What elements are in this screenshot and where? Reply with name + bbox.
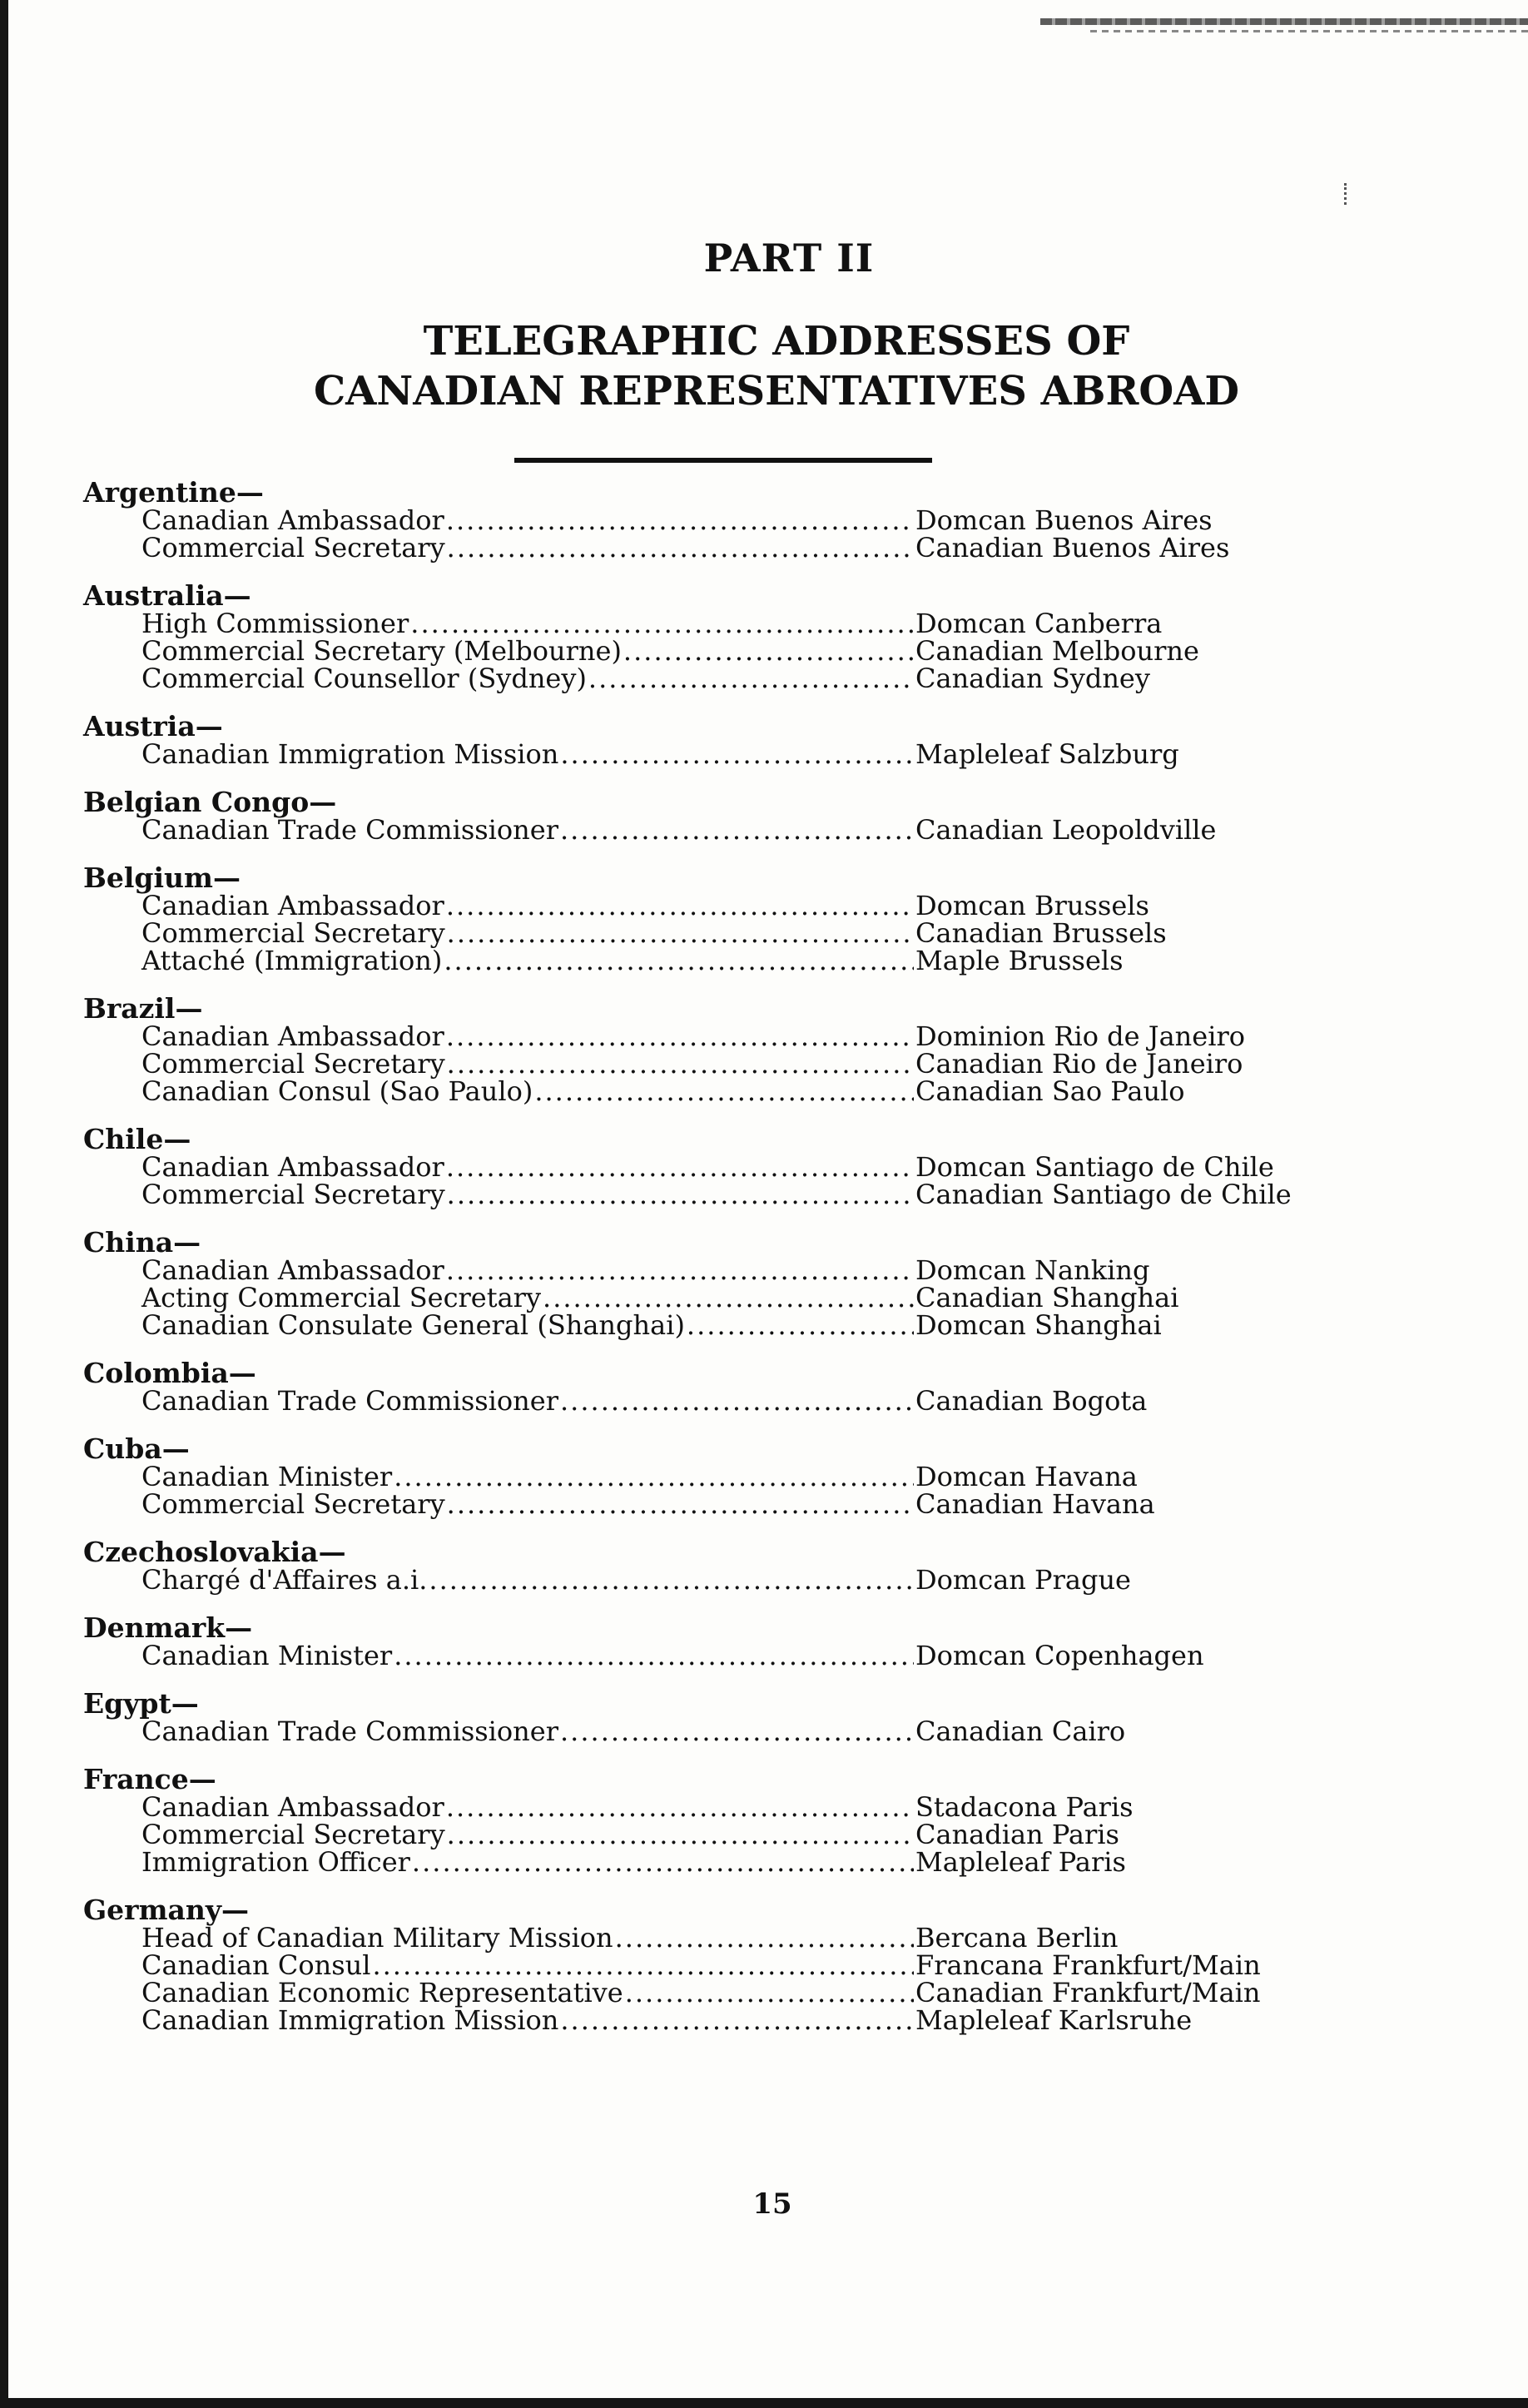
country-name: Belgium— [83,861,241,894]
address-row [83,1488,1307,1520]
address-row [83,1924,1307,1952]
representative-role: Canadian Consulate General (Shanghai) [141,1309,685,1341]
dot-leader [446,892,914,920]
telegraphic-address: Domcan Nanking [915,1254,1150,1286]
dot-leader [446,1154,914,1181]
address-row [83,1463,1307,1491]
country-block [83,1611,1307,1671]
address-list [83,476,1307,2054]
dot-leader [394,1463,914,1491]
address-row [83,1385,1307,1417]
representative-role: Commercial Secretary (Melbourne) [141,635,622,667]
address-row [83,738,1307,770]
telegraphic-address: Bercana Berlin [915,1922,1119,1954]
representative-role: Canadian Trade Commissioner [141,814,558,846]
address-row [83,1846,1307,1878]
dot-leader [623,638,914,665]
address-row [83,1254,1307,1286]
representative-role: Canadian Ambassador [141,1254,444,1286]
dot-leader [560,2007,914,2034]
margin-mark [1344,183,1350,205]
representative-role: Canadian Consul (Sao Paulo) [141,1075,533,1107]
dot-leader [410,610,914,638]
country-name: Germany— [83,1894,250,1926]
country-block [83,712,1307,768]
address-row [83,1020,1307,1052]
telegraphic-address: Domcan Canberra [915,608,1163,639]
country-block [83,992,1307,1107]
dot-leader [444,947,914,975]
telegraphic-address: Canadian Paris [915,1819,1119,1850]
representative-role: Canadian Trade Commissioner [141,1385,558,1417]
dot-leader [446,507,914,534]
representative-role: Commercial Secretary [141,1488,445,1520]
dot-leader [615,1924,914,1952]
telegraphic-address: Dominion Rio de Janeiro [915,1020,1245,1052]
telegraphic-address: Domcan Copenhagen [915,1640,1204,1671]
dot-leader [560,1718,914,1745]
dot-leader [446,1023,914,1050]
dot-leader [447,1181,914,1209]
dot-leader [588,665,914,693]
dot-leader [543,1284,914,1312]
address-row [83,1181,1307,1209]
dot-leader [394,1642,914,1670]
country-block [83,579,1307,694]
country-block [83,861,1307,976]
representative-role: Commercial Secretary [141,1179,445,1210]
country-block [83,1432,1307,1520]
representative-role: Canadian Minister [141,1640,393,1671]
country-name: Czechoslovakia— [83,1536,346,1568]
telegraphic-address: Canadian Sao Paulo [915,1075,1185,1107]
country-name: Denmark— [83,1611,253,1644]
dot-leader [534,1078,914,1105]
telegraphic-address: Canadian Leopoldville [915,814,1217,846]
telegraphic-address: Domcan Buenos Aires [915,504,1213,536]
representative-role: Canadian Minister [141,1461,393,1492]
address-row [83,947,1307,975]
top-edge-rule-secondary [1090,30,1528,32]
address-row [83,1821,1307,1849]
title-line-2: CANADIAN REPRESENTATIVES ABROAD [313,368,1240,415]
address-row [83,892,1307,920]
country-name: Australia— [83,579,251,612]
telegraphic-address: Domcan Prague [915,1564,1131,1596]
dot-leader [372,1952,914,1979]
address-row [83,1050,1307,1078]
dot-leader [429,1566,914,1594]
telegraphic-address: Maple Brussels [915,945,1124,976]
telegraphic-address: Canadian Melbourne [915,635,1199,667]
country-name: Cuba— [83,1432,190,1465]
page-number: 15 [752,2187,792,2221]
telegraphic-address: Mapleleaf Karlsruhe [915,2004,1193,2036]
country-name: France— [83,1763,216,1795]
telegraphic-address: Canadian Rio de Janeiro [915,1048,1243,1080]
representative-role: Canadian Immigration Mission [141,2004,559,2036]
part-heading: PART II [703,236,875,281]
telegraphic-address: Canadian Brussels [915,917,1167,949]
representative-role: High Commissioner [141,608,409,639]
address-row [83,635,1307,667]
address-row [83,814,1307,846]
telegraphic-address: Canadian Sydney [915,663,1150,694]
country-block [83,1226,1307,1341]
address-row [83,1949,1307,1981]
telegraphic-address: Canadian Cairo [915,1715,1126,1747]
country-name: Belgian Congo— [83,786,337,818]
address-row [83,665,1307,693]
representative-role: Canadian Ambassador [141,1791,444,1823]
dot-leader [447,1491,914,1518]
address-row [83,1791,1307,1823]
country-block [83,1538,1307,1594]
country-block [83,788,1307,844]
representative-role: Canadian Ambassador [141,1020,444,1052]
representative-role: Chargé d'Affaires a.i. [141,1564,428,1596]
dot-leader [687,1312,914,1339]
telegraphic-address: Stadacona Paris [915,1791,1134,1823]
address-row [83,1309,1307,1341]
representative-role: Immigration Officer [141,1846,410,1878]
representative-role: Canadian Ambassador [141,504,444,536]
dot-leader [560,1388,914,1415]
dot-leader [447,534,914,562]
title-line-1: TELEGRAPHIC ADDRESSES OF [423,318,1130,365]
dot-leader [447,1050,914,1078]
telegraphic-address: Francana Frankfurt/Main [915,1949,1261,1981]
address-row [83,534,1307,562]
address-row [83,1151,1307,1183]
dot-leader [560,741,914,768]
dot-leader [447,1821,914,1849]
country-name: Chile— [83,1123,191,1155]
telegraphic-address: Canadian Santiago de Chile [915,1179,1292,1210]
country-name: Brazil— [83,992,203,1025]
country-block [83,476,1307,564]
representative-role: Attaché (Immigration) [141,945,443,976]
country-name: Argentine— [83,476,264,509]
country-block [83,1765,1307,1876]
representative-role: Acting Commercial Secretary [141,1282,542,1313]
country-name: Austria— [83,710,223,742]
address-row [83,1075,1307,1107]
top-edge-rule [1040,18,1528,25]
telegraphic-address: Canadian Bogota [915,1385,1148,1417]
address-row [83,610,1307,638]
telegraphic-address: Canadian Havana [915,1488,1155,1520]
telegraphic-address: Canadian Shanghai [915,1282,1179,1313]
title-rule [514,458,932,463]
address-row [83,1284,1307,1312]
representative-role: Canadian Consul [141,1949,371,1981]
address-row [83,1979,1307,2007]
representative-role: Head of Canadian Military Mission [141,1922,613,1954]
country-block [83,1896,1307,2034]
representative-role: Commercial Secretary [141,1819,445,1850]
telegraphic-address: Domcan Havana [915,1461,1138,1492]
dot-leader [447,920,914,947]
address-row [83,1715,1307,1747]
representative-role: Commercial Secretary [141,917,445,949]
telegraphic-address: Canadian Buenos Aires [915,532,1230,564]
address-row [83,504,1307,536]
dot-leader [412,1849,914,1876]
representative-role: Canadian Immigration Mission [141,738,559,770]
dot-leader [446,1257,914,1284]
dot-leader [560,817,914,844]
country-name: China— [83,1226,201,1259]
representative-role: Canadian Ambassador [141,1151,444,1183]
representative-role: Canadian Trade Commissioner [141,1715,558,1747]
representative-role: Canadian Economic Representative [141,1977,623,2008]
country-block [83,1359,1307,1415]
country-name: Colombia— [83,1357,256,1389]
dot-leader [446,1794,914,1821]
telegraphic-address: Mapleleaf Salzburg [915,738,1179,770]
representative-role: Commercial Secretary [141,1048,445,1080]
representative-role: Commercial Secretary [141,532,445,564]
telegraphic-address: Domcan Santiago de Chile [915,1151,1274,1183]
country-block [83,1687,1307,1747]
representative-role: Commercial Counsellor (Sydney) [141,663,587,694]
representative-role: Canadian Ambassador [141,890,444,921]
telegraphic-address: Domcan Brussels [915,890,1149,921]
address-row [83,2004,1307,2036]
country-name: Egypt— [83,1687,199,1720]
telegraphic-address: Canadian Frankfurt/Main [915,1977,1261,2008]
address-row [83,1642,1307,1670]
dot-leader [625,1979,914,2007]
address-row [83,917,1307,949]
telegraphic-address: Mapleleaf Paris [915,1846,1126,1878]
telegraphic-address: Domcan Shanghai [915,1309,1162,1341]
country-block [83,1125,1307,1209]
address-row [83,1566,1307,1594]
page-header [8,233,1528,416]
